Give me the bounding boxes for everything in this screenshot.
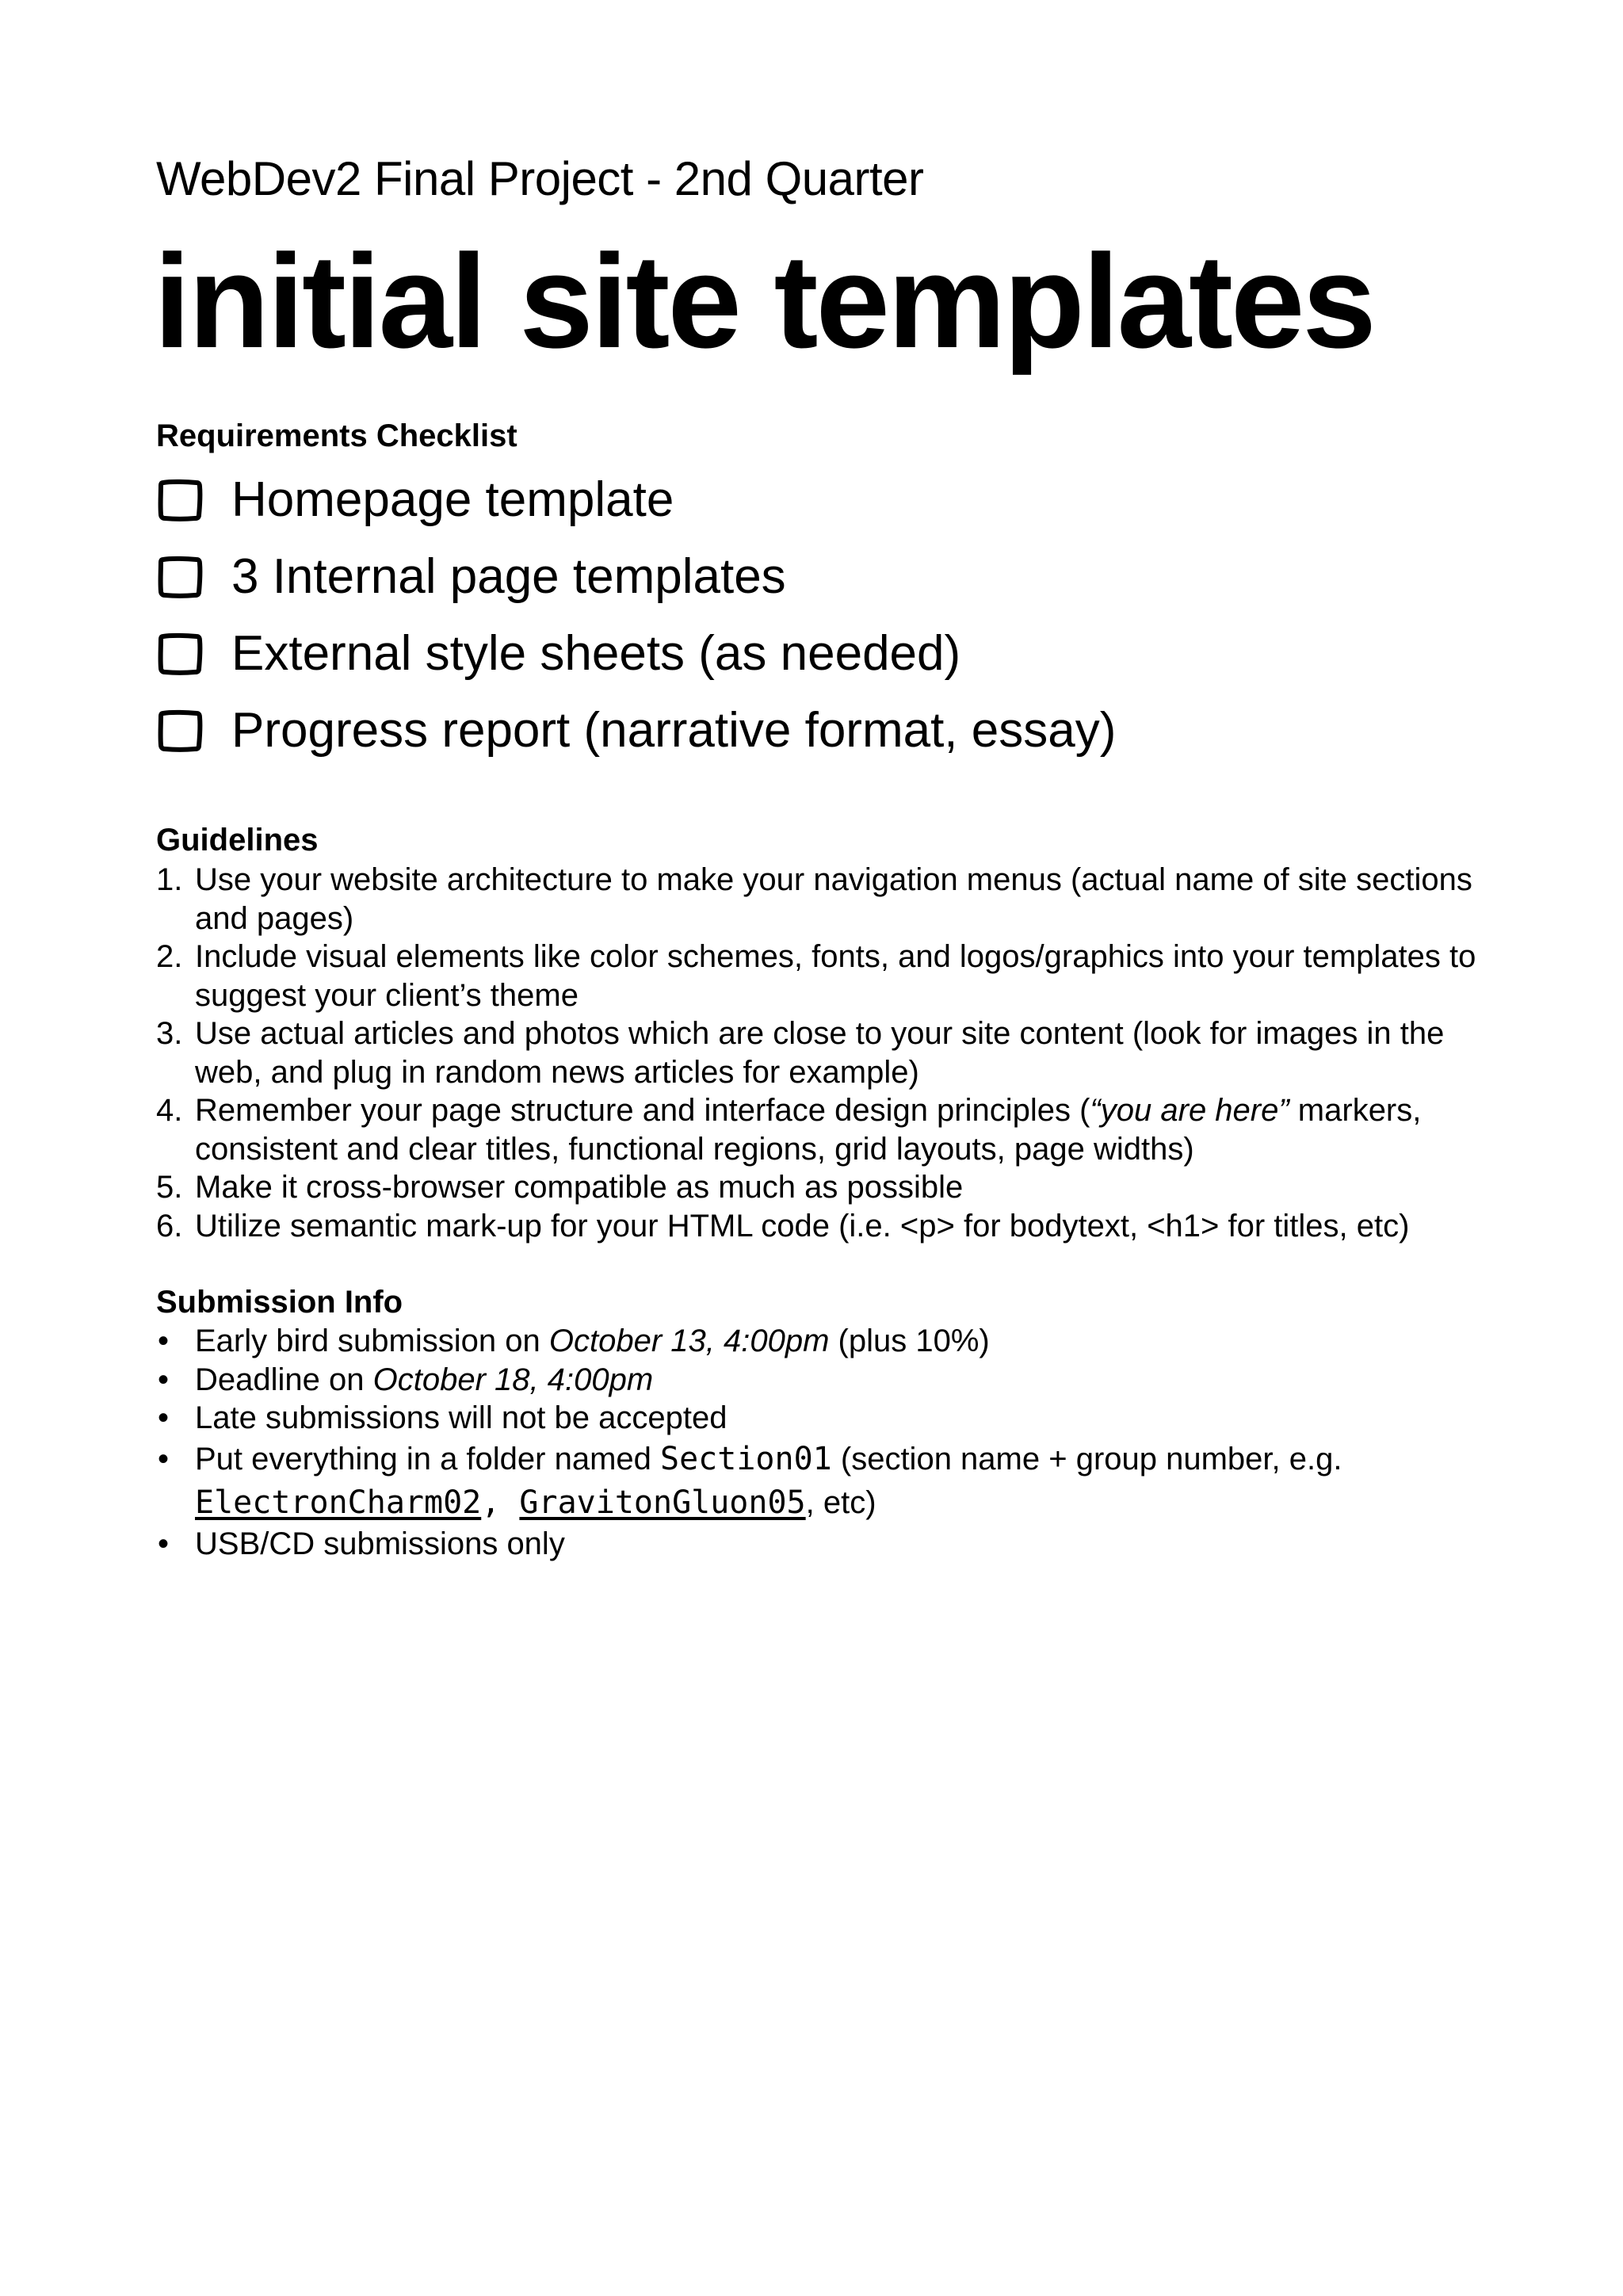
checklist-label: Progress report (narrative format, essay): [231, 702, 1117, 758]
submission-text: (plus 10%): [829, 1324, 990, 1358]
bullet-icon: •: [158, 1441, 170, 1477]
deadline-date: October 18, 4:00pm: [372, 1362, 654, 1397]
guideline-number: 3.: [156, 1016, 183, 1051]
submission-text: Late submissions will not be accepted: [195, 1400, 727, 1435]
guideline-number: 6.: [156, 1208, 183, 1244]
submission-text: Deadline on: [195, 1362, 373, 1397]
guideline-text: Include visual elements like color schemes, fonts, and logos/graphics into your templates to suggest your client’s theme: [195, 939, 1476, 1013]
submission-text: USB/CD submissions only: [195, 1526, 565, 1561]
submission-item-early: [156, 1322, 1503, 1361]
submission-text: , etc): [805, 1484, 876, 1520]
bullet-icon: •: [158, 1324, 170, 1358]
bullet-icon: •: [158, 1400, 170, 1435]
guideline-text-post: markers, consistent and clear titles, functional regions, grid layouts, page widths): [195, 1093, 1422, 1167]
submission-list: [156, 1322, 1503, 1563]
guideline-item: [156, 1091, 1503, 1168]
checklist-item: [156, 538, 1116, 615]
guidelines-heading: Guidelines: [156, 823, 319, 858]
guideline-number: 2.: [156, 939, 183, 974]
submission-item-usb: [156, 1525, 1503, 1564]
checklist-item: [156, 692, 1116, 769]
submission-item-late: [156, 1399, 1503, 1438]
checklist-item: [156, 615, 1116, 692]
example-folder-1: ElectronCharm02: [195, 1484, 482, 1521]
requirements-checklist: [156, 461, 1116, 769]
guideline-number: 1.: [156, 862, 183, 897]
checkbox-icon: [156, 630, 204, 678]
checklist-item: [156, 461, 1116, 538]
checkbox-icon: [156, 707, 204, 755]
example-folder-2: GravitonGluon05: [519, 1484, 806, 1521]
checkbox-icon: [156, 553, 204, 601]
guideline-text: Make it cross-browser compatible as much as possible: [195, 1170, 964, 1205]
folder-name-code: Section01: [660, 1440, 832, 1477]
guideline-item: [156, 1168, 1503, 1207]
checklist-label: 3 Internal page templates: [231, 548, 786, 604]
submission-item-deadline: [156, 1361, 1503, 1400]
example-separator: ,: [481, 1484, 520, 1521]
checklist-label: External style sheets (as needed): [231, 625, 961, 681]
guideline-item: [156, 1014, 1503, 1091]
submission-text: Early bird submission on: [195, 1324, 549, 1358]
bullet-icon: •: [158, 1526, 170, 1561]
guideline-item: [156, 1207, 1503, 1246]
guideline-item: [156, 861, 1503, 938]
submission-item-folder: [156, 1438, 1503, 1525]
submission-heading: Submission Info: [156, 1285, 403, 1320]
guideline-number: 4.: [156, 1093, 183, 1128]
guideline-text: Utilize semantic mark-up for your HTML code (i.e. <p> for bodytext, <h1> for titles, etc): [195, 1208, 1410, 1244]
guideline-emphasis: “you are here”: [1090, 1093, 1289, 1128]
submission-text: Put everything in a folder named: [195, 1441, 661, 1477]
guideline-item: [156, 938, 1503, 1014]
early-date: October 13, 4:00pm: [548, 1324, 830, 1358]
guideline-text: Use actual articles and photos which are close to your site content (look for images in the web, and plug in random news articles for example): [195, 1016, 1445, 1090]
guideline-text-pre: Remember your page structure and interface design principles (: [195, 1093, 1090, 1128]
submission-text: (section name + group number, e.g.: [831, 1441, 1342, 1477]
requirements-heading: Requirements Checklist: [156, 418, 517, 453]
guideline-number: 5.: [156, 1170, 183, 1205]
checkbox-icon: [156, 476, 204, 524]
guideline-text: Use your website architecture to make your navigation menus (actual name of site sections and pages): [195, 862, 1472, 936]
bullet-icon: •: [158, 1362, 170, 1397]
document-subtitle: WebDev2 Final Project - 2nd Quarter: [156, 152, 924, 205]
guidelines-list: [156, 861, 1503, 1245]
document-title: initial site templates: [154, 227, 1374, 376]
checklist-label: Homepage template: [231, 472, 674, 527]
